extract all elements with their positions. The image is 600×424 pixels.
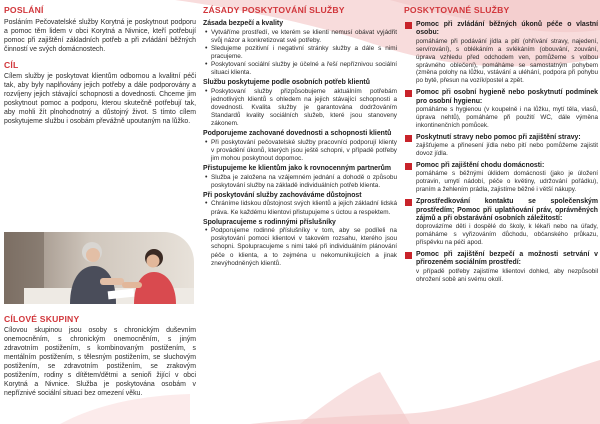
red-square-bullet-icon	[405, 22, 412, 29]
zasada-section	[203, 192, 397, 217]
zasada-section	[203, 20, 397, 77]
zasada-title: Službu poskytujeme podle osobních potřeb klientů	[203, 79, 370, 87]
poslani-heading: POSLÁNÍ	[4, 5, 44, 15]
service-item	[404, 89, 598, 130]
red-square-bullet-icon	[405, 90, 412, 97]
zasada-title: Spolupracujeme s rodinnými příslušníky	[203, 218, 336, 226]
zasada-item: • Při poskytování pečovatelské služby pracovníci podporují klienty v provádění úkonů, kterých jsou ještě schopni, v případě potřeby jim mohou poskytnout dopomoc.	[203, 139, 397, 163]
cilove-skupiny-text: Cílovou skupinou jsou osoby s chronickým duševním onemocněním, s chronickým onemocněním, s jiným zdravotním postižením, s kombinovaným postižením, s mentálním postižením, s tělesným postižením, se sluchovým postižením, se zdravotním postižením, se zrakovým postižením, rodiny s dítětem/dětmi a senioři žijící v obci Korytná a Nivnice. Služba je poskytována osobám v nepříznivé sociální situaci bez omezení věku.	[4, 327, 196, 398]
zasada-title: Podporujeme zachované dovednosti a schopnosti klientů	[203, 130, 392, 138]
cil-text: Cílem služby je poskytovat klientům odbornou a kvalitní péči tak, aby byly naplňovány jejich potřeby a dále podporovány a rozvíjeny jejich stávající schopnosti a dovednosti. Chceme jim poskytnout pomoc a podporu, kterou skutečně potřebují tak, aby mohli žít plnohodnotný a důstojný život. S tímto cílem poskytujeme službu i osobám převážně upoutaným na lůžko.	[4, 73, 196, 126]
service-desc: pomáháme s hygienou (v koupelně i na lůžku, mytí těla, vlasů, úprava nehtů), pomáháme při použití WC, dále výměna inkontinenčních pomůcek.	[416, 106, 598, 129]
zasada-section	[203, 79, 397, 128]
photo-elderly-with-caregiver	[4, 232, 194, 304]
zasada-section	[203, 165, 397, 190]
zasada-item: • Sledujeme pozitivní i negativní stránky služby a dále s nimi pracujeme.	[203, 45, 397, 61]
red-square-bullet-icon	[405, 199, 412, 206]
zasada-title: Přistupujeme ke klientům jako k rovnocenným partnerům	[203, 165, 392, 173]
zasada-item: • Podporujeme rodinné příslušníky v tom, aby se podíleli na poskytování pomoci klientovi v takovém rozsahu, kterého jsou schopni. Spolupracujeme s nimi také při individuálním plánování péče o klienta, a to zejména u nekomunikujících a jinak znevýhodněných klientů.	[203, 227, 397, 267]
service-desc: zajišťujeme a přinesení jídla nebo pití nebo pomůžeme zajistit dovoz jídla.	[416, 142, 598, 158]
zasada-item: • Služba je založena na vzájemném jednání a dohodě o způsobu poskytování služby na základě individuálních potřeb klienta.	[203, 174, 397, 190]
zasada-item: • Vytváříme prostředí, ve kterém se klienti nemusí obávat vyjádřit svůj názor a konkretizovat své potřeby.	[203, 29, 397, 45]
red-square-bullet-icon	[405, 163, 412, 170]
zasada-title: Při poskytování služby zachováváme důstojnost	[203, 191, 362, 199]
service-title: Zprostředkování kontaktu se společenským prostředím; Pomoc při uplatňování práv, oprávněných zájmů a při obstarávání osobních záležitostí:	[416, 198, 598, 222]
red-square-bullet-icon	[405, 252, 412, 259]
zasada-item: • Chráníme lidskou důstojnost svých klientů a jejich základní lidská práva. Ke každému klientovi přistupujeme s úctou a respektem.	[203, 200, 397, 216]
zasada-item: • Poskytovaní sociální služby je účelné a řeší nepříznivou sociální situaci klienta.	[203, 61, 397, 77]
cilove-skupiny-heading: CÍLOVÉ SKUPINY	[4, 314, 80, 324]
service-desc: pomáháme s běžnými úklidem domácnosti (jako je úložení potravin, umytí nádobí, péče o květiny, udržování pořádku), praním a žehlením prádla, zajistíme běžné i větší nákupy.	[416, 170, 598, 194]
service-title: Pomoc při zvládání běžných úkonů péče o vlastní osobu:	[416, 21, 598, 37]
service-item	[404, 162, 598, 194]
zasady-heading: ZÁSADY POSKYTOVÁNÍ SLUŽBY	[203, 5, 345, 15]
service-desc: v případě potřeby zajistíme klientovi dohled, aby nezpůsobil ohrožení sobě ani svému okolí.	[416, 267, 598, 283]
zasada-section	[203, 219, 397, 268]
service-item	[404, 134, 598, 158]
service-title: Pomoc při osobní hygieně nebo poskytnutí podmínek pro osobní hygienu:	[416, 89, 598, 105]
cil-heading: CÍL	[4, 60, 19, 71]
service-desc: pomáháme při podávání jídla a pití (ohřívání stravy, najedení, servírování), s oblékáním a svlékáním (obouvání, zouvání, úprava vzhledu před odchodem ven, pomůžeme s volbou správného oblečení), pomáháme se samostatným pohybem (změna polohy na lůžku, vstávání a uléhání, podpora při pohybu po bytě, přesun na vozík/postel a zpět.	[416, 37, 598, 85]
column-right	[404, 0, 598, 424]
service-title: Pomoc při zajištění bezpečí a možnosti setrvání v přirozeném sociálním prostředí:	[416, 251, 598, 267]
poslani-text: Posláním Pečovatelské služby Korytná je poskytnout podporu a pomoc těm lidem v obci Korytná a Nivnice, kteří potřebují pomoc při zajištění základních potřeb a při zvládání běžných činností ve svých domácnostech.	[4, 19, 196, 54]
service-item	[404, 251, 598, 284]
column-left-bottom	[4, 314, 196, 424]
service-desc: doprovázíme děti i dospělé do školy, k lékaři nebo na úřady, pomáháme s vyřizováním důchodu, občanského průkazu, příspěvku na péči apod.	[416, 223, 598, 247]
red-square-bullet-icon	[405, 135, 412, 142]
zasada-title: Zásada bezpečí a kvality	[203, 20, 284, 27]
sluzby-heading: POSKYTOVANÉ SLUŽBY	[404, 5, 510, 15]
zasada-section	[203, 130, 397, 163]
service-title: Poskytnutí stravy nebo pomoc při zajištění stravy:	[416, 133, 581, 141]
service-item	[404, 21, 598, 85]
service-title: Pomoc při zajištění chodu domácnosti:	[416, 162, 545, 169]
zasada-item: • Poskytovaní služby přizpůsobujeme aktuálním potřebám jednotlivých klientů s ohledem na jejich stávající schopnosti a dovednosti. Kvalita služby je garantována dodržováním Standardů kvality sociálních služeb, které jsou stanoveny zákonem.	[203, 88, 397, 128]
column-middle	[203, 0, 397, 424]
service-item	[404, 198, 598, 247]
